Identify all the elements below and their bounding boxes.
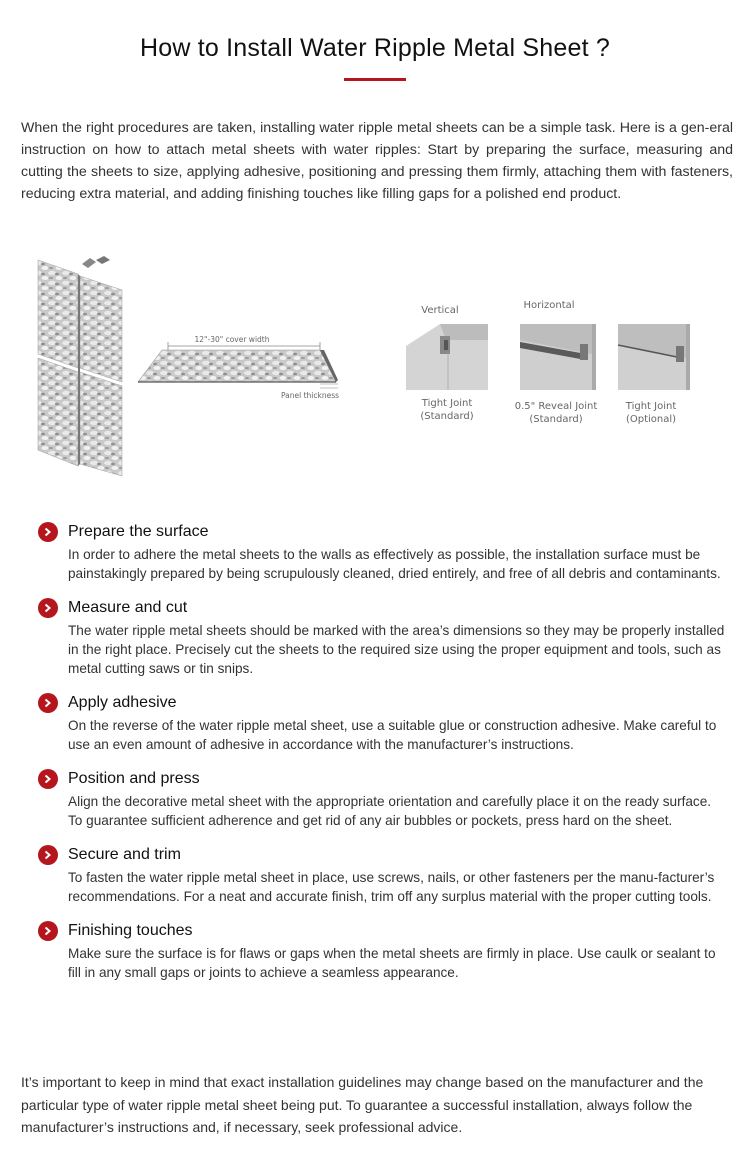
joint-label-1-line2: (Standard) [420,411,474,422]
chevron-right-icon [38,598,58,618]
step-text: On the reverse of the water ripple metal sheet, use a suitable glue or construction adhesive. Make careful to use an even amount of adhesive in accordance with the manufacturer’s instructions. [68,718,717,752]
joint-types-illustration [406,300,690,425]
chevron-right-icon [38,522,58,542]
step-text: Align the decorative metal sheet with the appropriate orientation and carefully place it on the ready surface. To guarantee sufficient adherence and get rid of any air bubbles or pockets, press hard on the sheet. [68,794,712,828]
step-item [38,768,728,830]
step-title: Prepare the surface [68,523,209,540]
chevron-right-icon [38,693,58,713]
step-text: To fasten the water ripple metal sheet in place, use screws, nails, or other fasteners per the manu-facturer’s recommendations. For a neat and accurate finish, trim off any surplus material with the proper cutting tools. [68,870,715,904]
step-title: Secure and trim [68,846,181,863]
step-title: Apply adhesive [68,694,177,711]
page-title: How to Install Water Ripple Metal Sheet ? [140,34,610,62]
joint-label-1-line1: Tight Joint [421,398,473,409]
chevron-right-icon [38,921,58,941]
vertical-tight-joint [406,324,488,390]
joint-label-2-line1: 0.5" Reveal Joint [514,401,598,412]
installation-figure [20,250,730,480]
steps-list [38,521,728,996]
step-item [38,597,728,678]
horizontal-label: Horizontal [523,300,575,311]
panel-thickness-label: Panel thickness [280,391,340,400]
step-text: Make sure the surface is for flaws or gaps when the metal sheets are firmly in place. Use caulk or sealant to fill in any small gaps or joints to achieve a seamless appearance. [68,946,716,980]
horizontal-tight-joint [618,324,690,390]
intro-paragraph: When the right procedures are taken, installing water ripple metal sheets can be a simple task. Here is a gen-eral instruction on how to attach metal sheets with water ripples: Start by preparing the surface, measuring and cutting the sheets to size, applying adhesive, positioning and pressing them firmly, attaching them with fasteners, reducing extra material, and adding finishing touches like filling gaps for a polished end product. [21,120,733,202]
installation-diagram [20,250,730,480]
vertical-label: Vertical [421,305,459,316]
joint-label-2-line2: (Standard) [529,414,583,425]
chevron-right-icon [38,769,58,789]
panel-dimension-illustration [138,335,339,400]
step-title: Finishing touches [68,922,193,939]
step-item [38,692,728,754]
chevron-right-icon [38,845,58,865]
joint-label-3-line2: (Optional) [625,414,677,425]
step-item [38,844,728,906]
joint-label-3-line1: Tight Joint [625,401,677,412]
step-item [38,920,728,982]
cover-width-label: 12"-30" cover width [194,335,270,344]
title-underline [344,78,406,81]
step-text: The water ripple metal sheets should be marked with the area’s dimensions so they may be properly installed in the right place. Precisely cut the sheets to the required size using the proper equipment and tools, such as metal cutting saws or tin snips. [68,623,725,676]
step-title: Position and press [68,770,200,787]
closing-paragraph: It’s important to keep in mind that exact installation guidelines may change based on the manufacturer and the particular type of water ripple metal sheet being put. To guarantee a successful installation, always follow the manufacturer’s instructions and, if necessary, seek professional advice. [21,1074,704,1135]
horizontal-reveal-joint [520,324,596,390]
step-item [38,521,728,583]
step-text: In order to adhere the metal sheets to the walls as effectively as possible, the installation surface must be painstakingly prepared by being scrupulously cleaned, dried entirely, and free of all debris and contaminants. [68,547,721,581]
wall-panels-illustration [38,256,122,476]
step-title: Measure and cut [68,599,188,616]
